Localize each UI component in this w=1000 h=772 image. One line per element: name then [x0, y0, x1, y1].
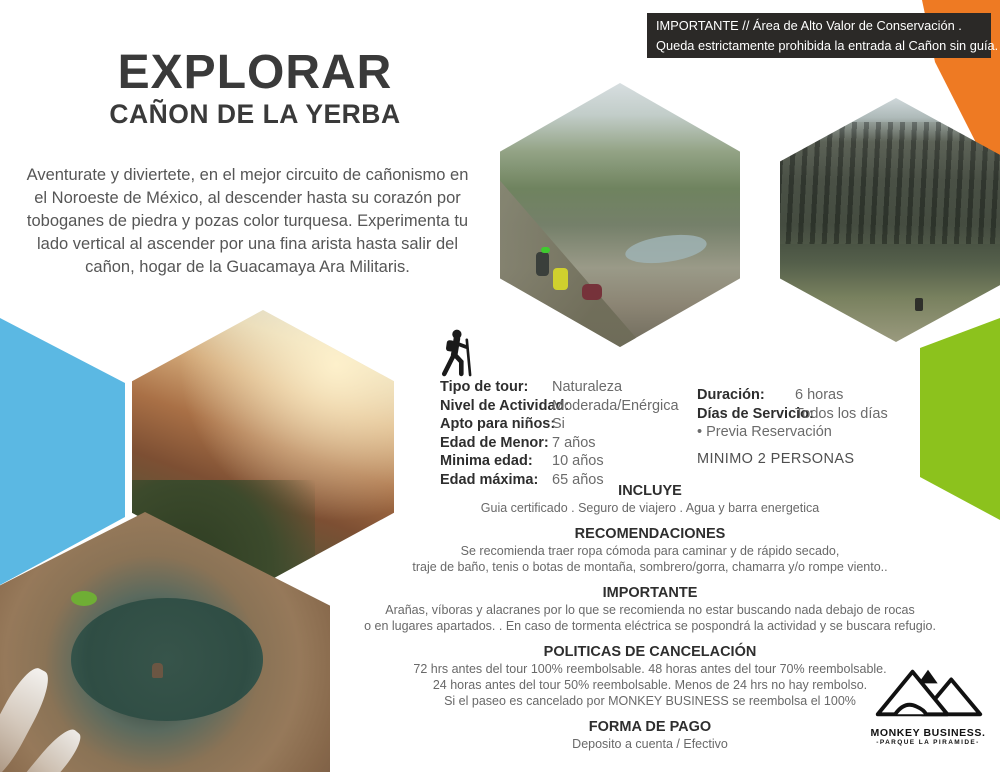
detail-label: Minima edad:: [440, 453, 533, 470]
tour-details-left: [440, 378, 679, 490]
brand-tagline: -PARQUE LA PIRAMIDE-: [876, 739, 980, 746]
tour-details-right: [697, 386, 888, 468]
detail-label: Nivel de Actividad:: [440, 397, 570, 414]
photo-river: [623, 231, 707, 268]
photo-green-bush: [71, 591, 97, 606]
detail-row: [440, 415, 679, 434]
section-heading: RECOMENDACIONES: [574, 526, 726, 542]
section-importante: [360, 585, 940, 634]
section-line: Arañas, víboras y alacranes por lo que se recomienda no estar buscando nada debajo de rocas: [385, 603, 915, 617]
info-sections: [360, 483, 940, 762]
detail-value: Si: [552, 416, 565, 433]
section-line: Guia certificado . Seguro de viajero . Agua y barra energetica: [480, 501, 820, 515]
section-heading: FORMA DE PAGO: [588, 719, 712, 735]
hiker-icon: [436, 328, 480, 383]
warning-line-1: IMPORTANTE // Área de Alto Valor de Conservación .: [656, 18, 962, 33]
brand-logo: [858, 664, 998, 746]
mountain-logo-icon: [869, 709, 987, 726]
detail-label: Duración:: [697, 387, 765, 403]
photo-bather-figure: [152, 663, 163, 678]
detail-value: 6 horas: [795, 387, 844, 403]
photo-person-2: [553, 268, 568, 290]
section-line: o en lugares apartados. . En caso de tormenta eléctrica se pospondrá la actividad y se buscara refugio.: [364, 619, 936, 633]
section-heading: INCLUYE: [618, 483, 682, 499]
section-line: Si el paseo es cancelado por MONKEY BUSINESS se reembolsa el 100%: [444, 694, 856, 708]
minimum-persons: MINIMO 2 PERSONAS: [697, 450, 855, 467]
section-line: traje de baño, tenis o botas de montaña, sombrero/gorra, chamarra y/o rompe viento..: [412, 560, 888, 574]
section-line: 72 hrs antes del tour 100% reembolsable. 48 horas antes del tour 70% reembolsable.: [413, 662, 887, 676]
detail-label: Edad de Menor:: [440, 434, 549, 451]
photo-person-1: [536, 252, 549, 276]
page-title: EXPLORAR: [117, 46, 393, 99]
detail-value: Naturaleza: [552, 379, 623, 395]
intro-paragraph: Aventurate y diviertete, en el mejor circuito de cañonismo en el Noroeste de México, al descender hasta su corazón por toboganes de piedra y pozas color turquesa. Experimenta tu lado vertical al ascender por una fina arista hasta salir del cañon, hogar de la Guacamaya Ara Militaris.: [26, 166, 469, 277]
photo-green-cap: [541, 247, 550, 253]
brand-name: MONKEY BUSINESS.: [870, 727, 986, 739]
detail-row: [697, 386, 888, 405]
section-line: Se recomienda traer ropa cómoda para caminar y de rápido secado,: [460, 544, 840, 558]
warning-line-2: Queda estrictamente prohibida la entrada al Cañon sin guía.: [656, 37, 999, 53]
detail-value: Moderada/Enérgica: [552, 397, 679, 414]
detail-row: [440, 397, 679, 416]
detail-value: 7 años: [552, 434, 596, 451]
detail-label: Apto para niños:: [440, 416, 556, 433]
section-forma-de-pago: [360, 719, 940, 752]
detail-label: Tipo de tour:: [440, 379, 529, 395]
photo-person-3: [582, 284, 602, 300]
reservation-note: • Previa Reservación: [697, 424, 832, 441]
warning-banner: [647, 13, 999, 58]
section-heading: IMPORTANTE: [602, 585, 698, 601]
section-politicas-cancelacion: [360, 644, 940, 709]
detail-row: [440, 434, 679, 453]
detail-value: 65 años: [552, 471, 604, 488]
photo-pool-water: [71, 598, 263, 720]
detail-label: Días de Servicio:: [697, 405, 814, 422]
detail-value: Todos los días: [795, 405, 888, 422]
title-block: [55, 48, 455, 130]
section-line: Deposito a cuenta / Efectivo: [572, 737, 728, 751]
section-recomendaciones: [360, 526, 940, 575]
detail-row: [697, 405, 888, 424]
detail-label: Edad máxima:: [440, 471, 539, 488]
photo-hiker-figure: [915, 298, 923, 311]
page-subtitle: CAÑON DE LA YERBA: [109, 99, 401, 130]
detail-row: [440, 378, 679, 397]
section-line: 24 horas antes del tour 50% reembolsable. Menos de 24 hrs no hay rembolso.: [432, 678, 868, 692]
section-heading: POLITICAS DE CANCELACIÓN: [543, 644, 757, 660]
section-incluye: [360, 483, 940, 516]
detail-row: [440, 452, 679, 471]
detail-value: 10 años: [552, 453, 604, 470]
